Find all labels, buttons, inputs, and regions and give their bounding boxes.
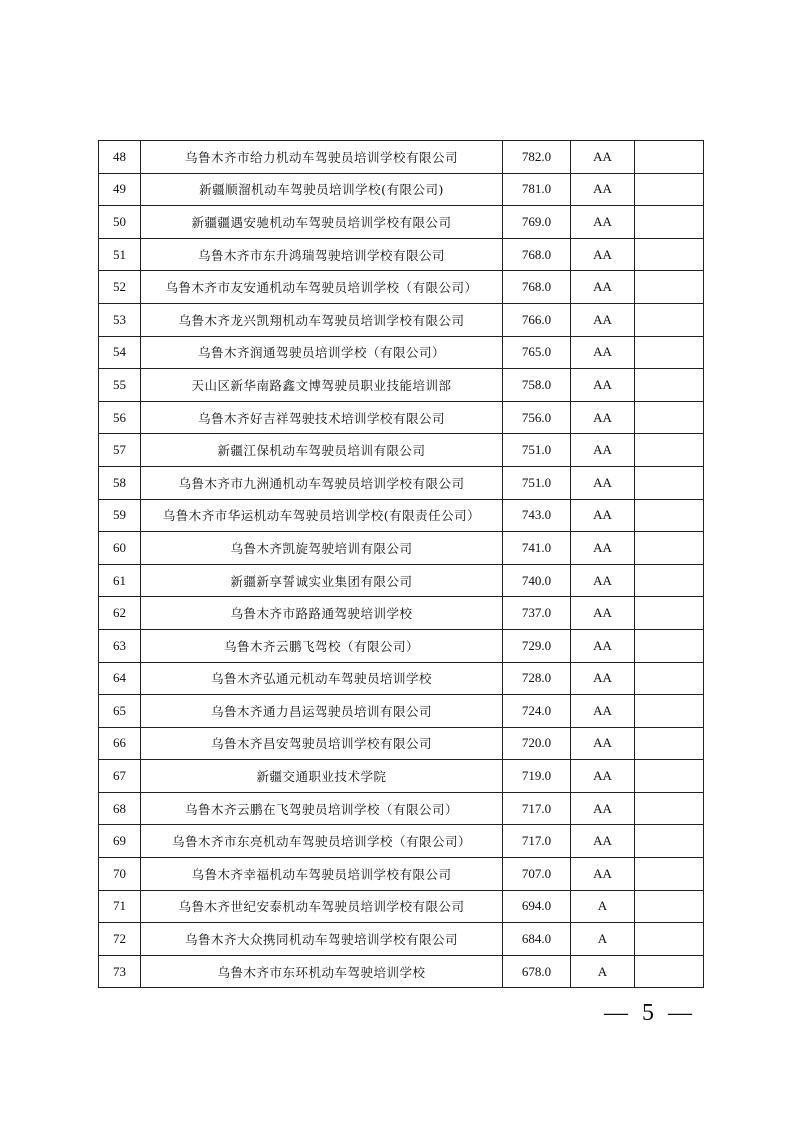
note-cell (635, 238, 704, 271)
note-cell (635, 890, 704, 923)
row-number-cell: 66 (99, 727, 141, 760)
table-row (99, 401, 704, 434)
row-number-cell: 73 (99, 955, 141, 988)
score-cell: 728.0 (503, 662, 571, 695)
table-row (99, 597, 704, 630)
grade-cell: AA (571, 792, 635, 825)
school-name-cell: 乌鲁木齐世纪安泰机动车驾驶员培训学校有限公司 (141, 890, 503, 923)
note-cell (635, 206, 704, 239)
row-number-cell: 51 (99, 238, 141, 271)
table-row (99, 858, 704, 891)
table-row (99, 434, 704, 467)
school-name-cell: 乌鲁木齐好吉祥驾驶技术培训学校有限公司 (141, 401, 503, 434)
row-number-cell: 69 (99, 825, 141, 858)
note-cell (635, 434, 704, 467)
school-name-cell: 乌鲁木齐润通驾驶员培训学校（有限公司） (141, 336, 503, 369)
row-number-cell: 59 (99, 499, 141, 532)
note-cell (635, 629, 704, 662)
row-number-cell: 57 (99, 434, 141, 467)
table-row (99, 760, 704, 793)
grade-cell: AA (571, 825, 635, 858)
table-row (99, 336, 704, 369)
table-row (99, 532, 704, 565)
school-name-cell: 乌鲁木齐大众携同机动车驾驶培训学校有限公司 (141, 923, 503, 956)
table-row (99, 727, 704, 760)
score-cell: 751.0 (503, 434, 571, 467)
score-cell: 694.0 (503, 890, 571, 923)
note-cell (635, 923, 704, 956)
score-cell: 741.0 (503, 532, 571, 565)
row-number-cell: 63 (99, 629, 141, 662)
score-cell: 719.0 (503, 760, 571, 793)
score-cell: 781.0 (503, 173, 571, 206)
score-cell: 743.0 (503, 499, 571, 532)
grade-cell: AA (571, 369, 635, 402)
school-name-cell: 乌鲁木齐通力昌运驾驶员培训有限公司 (141, 695, 503, 728)
school-name-cell: 乌鲁木齐凯旋驾驶培训有限公司 (141, 532, 503, 565)
school-name-cell: 乌鲁木齐市路路通驾驶培训学校 (141, 597, 503, 630)
school-name-cell: 乌鲁木齐昌安驾驶员培训学校有限公司 (141, 727, 503, 760)
school-name-cell: 乌鲁木齐市友安通机动车驾驶员培训学校（有限公司） (141, 271, 503, 304)
school-name-cell: 新疆新享誓诚实业集团有限公司 (141, 564, 503, 597)
grade-cell: AA (571, 532, 635, 565)
row-number-cell: 48 (99, 141, 141, 174)
ranking-table (98, 140, 704, 988)
school-name-cell: 乌鲁木齐弘通元机动车驾驶员培训学校 (141, 662, 503, 695)
score-cell: 717.0 (503, 792, 571, 825)
score-cell: 782.0 (503, 141, 571, 174)
note-cell (635, 727, 704, 760)
score-cell: 765.0 (503, 336, 571, 369)
page-number: — 5 — (604, 1000, 696, 1026)
grade-cell: A (571, 890, 635, 923)
row-number-cell: 64 (99, 662, 141, 695)
table-row (99, 792, 704, 825)
school-name-cell: 乌鲁木齐幸福机动车驾驶员培训学校有限公司 (141, 858, 503, 891)
grade-cell: AA (571, 760, 635, 793)
table-body (99, 141, 704, 988)
note-cell (635, 141, 704, 174)
note-cell (635, 499, 704, 532)
note-cell (635, 564, 704, 597)
grade-cell: AA (571, 206, 635, 239)
row-number-cell: 54 (99, 336, 141, 369)
grade-cell: AA (571, 173, 635, 206)
note-cell (635, 271, 704, 304)
table-row (99, 466, 704, 499)
table-row (99, 141, 704, 174)
school-name-cell: 乌鲁木齐市九洲通机动车驾驶员培训学校有限公司 (141, 466, 503, 499)
note-cell (635, 173, 704, 206)
school-name-cell: 乌鲁木齐市东升鸿瑞驾驶培训学校有限公司 (141, 238, 503, 271)
note-cell (635, 401, 704, 434)
table-row (99, 662, 704, 695)
grade-cell: AA (571, 238, 635, 271)
note-cell (635, 792, 704, 825)
row-number-cell: 61 (99, 564, 141, 597)
note-cell (635, 466, 704, 499)
grade-cell: AA (571, 564, 635, 597)
row-number-cell: 60 (99, 532, 141, 565)
school-name-cell: 乌鲁木齐龙兴凯翔机动车驾驶员培训学校有限公司 (141, 303, 503, 336)
row-number-cell: 52 (99, 271, 141, 304)
score-cell: 769.0 (503, 206, 571, 239)
grade-cell: AA (571, 303, 635, 336)
score-cell: 724.0 (503, 695, 571, 728)
table-row (99, 955, 704, 988)
row-number-cell: 58 (99, 466, 141, 499)
score-cell: 768.0 (503, 238, 571, 271)
row-number-cell: 55 (99, 369, 141, 402)
row-number-cell: 56 (99, 401, 141, 434)
row-number-cell: 67 (99, 760, 141, 793)
school-name-cell: 乌鲁木齐云鹏在飞驾驶员培训学校（有限公司） (141, 792, 503, 825)
score-cell: 737.0 (503, 597, 571, 630)
table-row (99, 564, 704, 597)
note-cell (635, 303, 704, 336)
note-cell (635, 336, 704, 369)
grade-cell: AA (571, 858, 635, 891)
note-cell (635, 825, 704, 858)
grade-cell: AA (571, 662, 635, 695)
row-number-cell: 49 (99, 173, 141, 206)
score-cell: 766.0 (503, 303, 571, 336)
note-cell (635, 369, 704, 402)
score-cell: 758.0 (503, 369, 571, 402)
note-cell (635, 695, 704, 728)
table-row (99, 173, 704, 206)
grade-cell: AA (571, 434, 635, 467)
score-cell: 717.0 (503, 825, 571, 858)
table-row (99, 695, 704, 728)
school-name-cell: 新疆交通职业技术学院 (141, 760, 503, 793)
table-row (99, 890, 704, 923)
score-cell: 678.0 (503, 955, 571, 988)
note-cell (635, 955, 704, 988)
score-cell: 751.0 (503, 466, 571, 499)
school-name-cell: 乌鲁木齐市华运机动车驾驶员培训学校(有限责任公司） (141, 499, 503, 532)
note-cell (635, 597, 704, 630)
grade-cell: AA (571, 695, 635, 728)
score-cell: 729.0 (503, 629, 571, 662)
school-name-cell: 天山区新华南路鑫文博驾驶员职业技能培训部 (141, 369, 503, 402)
table-row (99, 271, 704, 304)
grade-cell: AA (571, 727, 635, 760)
score-cell: 768.0 (503, 271, 571, 304)
row-number-cell: 68 (99, 792, 141, 825)
grade-cell: AA (571, 271, 635, 304)
table-row (99, 206, 704, 239)
table-row (99, 499, 704, 532)
note-cell (635, 532, 704, 565)
score-cell: 756.0 (503, 401, 571, 434)
grade-cell: A (571, 955, 635, 988)
row-number-cell: 71 (99, 890, 141, 923)
score-cell: 720.0 (503, 727, 571, 760)
row-number-cell: 50 (99, 206, 141, 239)
grade-cell: AA (571, 499, 635, 532)
row-number-cell: 70 (99, 858, 141, 891)
score-cell: 740.0 (503, 564, 571, 597)
grade-cell: AA (571, 466, 635, 499)
grade-cell: AA (571, 141, 635, 174)
note-cell (635, 858, 704, 891)
table-row (99, 369, 704, 402)
row-number-cell: 65 (99, 695, 141, 728)
school-name-cell: 新疆江保机动车驾驶员培训有限公司 (141, 434, 503, 467)
table-row (99, 303, 704, 336)
school-name-cell: 新疆顺溜机动车驾驶员培训学校(有限公司) (141, 173, 503, 206)
table-row (99, 238, 704, 271)
school-name-cell: 乌鲁木齐市给力机动车驾驶员培训学校有限公司 (141, 141, 503, 174)
school-name-cell: 乌鲁木齐市东环机动车驾驶培训学校 (141, 955, 503, 988)
score-cell: 684.0 (503, 923, 571, 956)
grade-cell: AA (571, 336, 635, 369)
row-number-cell: 72 (99, 923, 141, 956)
grade-cell: AA (571, 401, 635, 434)
note-cell (635, 760, 704, 793)
row-number-cell: 62 (99, 597, 141, 630)
grade-cell: A (571, 923, 635, 956)
grade-cell: AA (571, 629, 635, 662)
school-name-cell: 新疆疆遇安驰机动车驾驶员培训学校有限公司 (141, 206, 503, 239)
grade-cell: AA (571, 597, 635, 630)
note-cell (635, 662, 704, 695)
table-row (99, 629, 704, 662)
table-row (99, 825, 704, 858)
table-row (99, 923, 704, 956)
score-cell: 707.0 (503, 858, 571, 891)
row-number-cell: 53 (99, 303, 141, 336)
school-name-cell: 乌鲁木齐云鹏飞驾校（有限公司） (141, 629, 503, 662)
school-name-cell: 乌鲁木齐市东亮机动车驾驶员培训学校（有限公司） (141, 825, 503, 858)
